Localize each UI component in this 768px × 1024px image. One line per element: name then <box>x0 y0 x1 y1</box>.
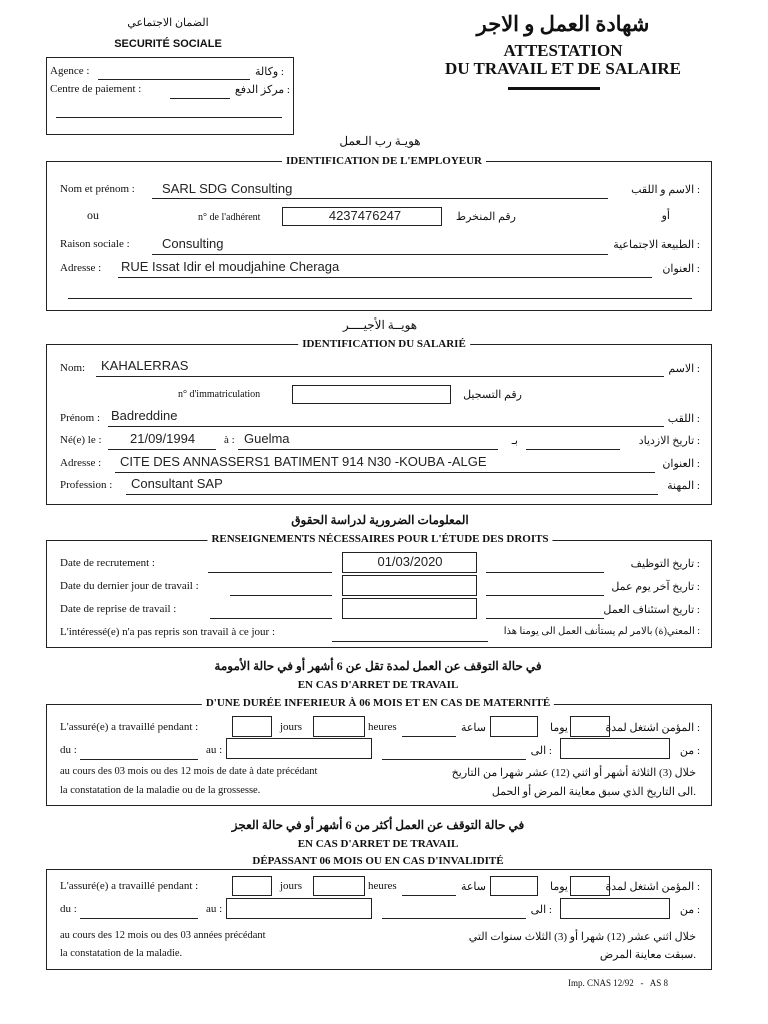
section6-note-fr-1: au cours des 03 mois ou des 12 mois de date à date précédant <box>60 766 318 777</box>
main-title-fr-1: ATTESTATION <box>503 41 623 60</box>
a-line <box>238 449 498 450</box>
employee-nom-line <box>96 376 664 377</box>
employer-adresse-value[interactable]: RUE Issat Idir el moudjahine Cheraga <box>121 259 340 274</box>
adherent-value[interactable]: 4237476247 <box>328 208 402 223</box>
sectioninv-heures-box[interactable] <box>313 876 365 896</box>
employer-nom-line <box>152 198 608 199</box>
employer-ou-fr: ou <box>87 208 99 222</box>
sectioninv-du: du : <box>60 903 77 915</box>
employer-nom-label-ar: : الاسم و اللقب <box>631 184 700 196</box>
reprise-box[interactable] <box>342 598 477 619</box>
employee-title-fr: IDENTIFICATION DU SALARIÉ <box>298 338 470 350</box>
sectioninv-au: au : <box>206 903 223 915</box>
agence-label-ar: : وكالة <box>255 66 284 78</box>
employee-adresse-value[interactable]: CITE DES ANNASSERS1 BATIMENT 914 N30 -KOUBA -ALGE <box>120 454 487 469</box>
sectioninv-note-ar-1: خلال اثني عشر (12) شهرا أو (3) الثلاث سنوات التي <box>468 931 696 943</box>
employee-nom-label-fr: Nom: <box>60 362 86 374</box>
centre-line[interactable] <box>170 98 230 99</box>
section6-note-ar-2: .الى التاريخ الذي سبق معاينة المرض أو الحمل <box>491 786 696 798</box>
sectioninv-heading-fr-1: EN CAS D'ARRET DE TRAVAIL <box>297 838 459 850</box>
title-underline <box>508 87 600 90</box>
sectioninv-saa-box[interactable] <box>490 876 538 896</box>
employer-title-ar: هويـة رب الـعمل <box>339 134 421 148</box>
sectioninv-note-ar-2: .سبقت معاينة المرض <box>599 949 696 961</box>
employee-title-ar: هويــة الأجيــــر <box>342 318 418 332</box>
interesse-label-fr: L'intéressé(e) n'a pas repris son travail à ce jour : <box>60 626 276 638</box>
rights-title-fr: RENSEIGNEMENTS NÉCESSAIRES POUR L'ÉTUDE DES DROITS <box>207 533 552 545</box>
section6-heading-fr-2: D'UNE DURÉE INFERIEUR À 06 MOIS ET EN CAS DE MATERNITÉ <box>202 697 554 709</box>
employer-adresse-line-2[interactable] <box>68 298 692 299</box>
employer-adresse-line <box>118 277 652 278</box>
profession-label-fr: Profession : <box>60 479 113 491</box>
sectioninv-line-1[interactable] <box>402 895 456 896</box>
agence-line[interactable] <box>98 79 250 80</box>
centre-label-fr: Centre de paiement : <box>50 83 142 95</box>
employee-nom-value[interactable]: KAHALERRAS <box>101 358 189 373</box>
section6-au-box[interactable] <box>226 738 372 759</box>
section6-au: au : <box>206 744 223 756</box>
recrut-value[interactable]: 01/03/2020 <box>377 554 443 569</box>
dernier-line-2[interactable] <box>486 595 604 596</box>
b-label-ar: بـ <box>511 435 518 447</box>
ss-title-fr: SECURITÉ SOCIALE <box>114 38 222 50</box>
dernier-label-fr: Date du dernier jour de travail : <box>60 580 199 592</box>
ne-line <box>108 449 216 450</box>
sectioninv-ila: : الى <box>530 904 552 916</box>
employer-title-fr: IDENTIFICATION DE L'EMPLOYEUR <box>282 155 486 167</box>
ne-label-fr: Né(e) le : <box>60 434 102 446</box>
sectioninv-jours: jours <box>280 880 302 892</box>
section6-heading-fr-1: EN CAS D'ARRET DE TRAVAIL <box>297 679 459 691</box>
profession-value[interactable]: Consultant SAP <box>131 476 223 491</box>
employer-nom-label-fr: Nom et prénom : <box>60 183 135 195</box>
sectioninv-du-line[interactable] <box>80 918 198 919</box>
prenom-line <box>108 426 664 427</box>
dernier-label-ar: : تاريخ آخر يوم عمل <box>611 581 700 593</box>
adherent-label-fr: n° de l'adhérent <box>198 212 261 223</box>
recrut-line-2[interactable] <box>486 572 604 573</box>
immat-label-ar: رقم التسجيل <box>463 389 522 401</box>
sectioninv-heading-fr-2: DÉPASSANT 06 MOIS OU EN CAS D'INVALIDITÉ <box>252 855 504 867</box>
section6-ila: : الى <box>530 745 552 757</box>
sectioninv-ila-line[interactable] <box>382 918 526 919</box>
prenom-label-ar: : اللقب <box>667 413 700 425</box>
employer-nom-value[interactable]: SARL SDG Consulting <box>162 181 293 196</box>
agence-label-fr: Agence : <box>50 65 90 77</box>
main-title-fr-2: DU TRAVAIL ET DE SALAIRE <box>445 59 681 78</box>
interesse-line[interactable] <box>332 641 488 642</box>
section6-youm: يوما <box>550 722 568 734</box>
dernier-line-1[interactable] <box>230 595 332 596</box>
rights-title-ar: المعلومات الضرورية لدراسة الحقوق <box>291 513 469 527</box>
raison-value[interactable]: Consulting <box>162 236 224 251</box>
section6-line-1[interactable] <box>402 736 456 737</box>
section6-saa-box[interactable] <box>490 716 538 737</box>
sectioninv-youm-box[interactable] <box>570 876 610 896</box>
reprise-line-1[interactable] <box>210 618 332 619</box>
sectioninv-heading-ar: في حالة التوقف عن العمل أكثر من 6 أشهر أو في حالة العجز <box>231 818 525 832</box>
employee-nom-label-ar: : الاسم <box>668 363 700 375</box>
reprise-line-2[interactable] <box>486 618 604 619</box>
recrut-line-1[interactable] <box>208 572 332 573</box>
sectioninv-min: : من <box>679 904 700 916</box>
sectioninv-min-box[interactable] <box>560 898 670 919</box>
section6-min-box[interactable] <box>560 738 670 759</box>
employer-box <box>46 161 712 311</box>
footer-imp: Imp. CNAS 12/92 - AS 8 <box>568 978 669 988</box>
prenom-value[interactable]: Badreddine <box>111 408 178 423</box>
employer-ou-ar: أو <box>661 210 670 222</box>
sectioninv-note-fr-2: la constatation de la maladie. <box>60 948 183 959</box>
section6-assure-fr: L'assuré(e) a travaillé pendant : <box>60 721 199 733</box>
section6-heures-box[interactable] <box>313 716 365 737</box>
sectioninv-youm: يوما <box>550 881 568 893</box>
employee-adresse-line <box>115 472 655 473</box>
immat-box[interactable] <box>292 385 451 404</box>
sectioninv-saa: ساعة <box>460 881 486 893</box>
section6-jours-box[interactable] <box>232 716 272 737</box>
sectioninv-assure-ar: : المؤمن اشتغل لمدة <box>605 881 700 893</box>
section6-jours: jours <box>280 721 302 733</box>
ne-ar-line[interactable] <box>526 449 620 450</box>
employee-adresse-label-fr: Adresse : <box>60 457 102 469</box>
section6-heures: heures <box>368 721 397 733</box>
sectioninv-heures: heures <box>368 880 397 892</box>
section6-note-fr-2: la constatation de la maladie ou de la grossesse. <box>60 785 261 796</box>
adherent-label-ar: رقم المنخرط <box>455 211 516 223</box>
recrut-label-fr: Date de recrutement : <box>60 557 155 569</box>
ne-value[interactable]: 21/09/1994 <box>130 431 196 446</box>
centre-label-ar: : مركز الدفع <box>234 84 290 96</box>
agence-extra-line[interactable] <box>56 117 282 118</box>
profession-label-ar: : المهنة <box>667 480 700 492</box>
sectioninv-au-box[interactable] <box>226 898 372 919</box>
raison-label-fr: Raison sociale : <box>60 238 130 250</box>
interesse-label-ar: : المعني(ة) بالامر لم يستأنف العمل الى يومنا هذا <box>503 626 700 637</box>
sectioninv-assure-fr: L'assuré(e) a travaillé pendant : <box>60 880 199 892</box>
section6-youm-box[interactable] <box>570 716 610 737</box>
profession-line <box>126 494 658 495</box>
ss-title-ar: الضمان الاجتماعي <box>127 17 209 29</box>
employer-adresse-label-ar: : العنوان <box>662 263 700 275</box>
recrut-label-ar: : تاريخ التوظيف <box>630 558 700 570</box>
ne-label-ar: : تاريخ الازدياد <box>638 435 700 447</box>
employee-adresse-label-ar: : العنوان <box>662 458 700 470</box>
section6-min: : من <box>679 745 700 757</box>
raison-line <box>152 254 608 255</box>
section6-assure-ar: : المؤمن اشتغل لمدة <box>605 722 700 734</box>
a-label-fr: à : <box>224 434 235 446</box>
section6-note-ar-1: خلال (3) الثلاثة أشهر أو اثني (12) عشر شهرا من التاريخ <box>451 767 696 779</box>
a-value[interactable]: Guelma <box>244 431 290 446</box>
section6-du: du : <box>60 744 77 756</box>
dernier-box[interactable] <box>342 575 477 596</box>
sectioninv-jours-box[interactable] <box>232 876 272 896</box>
section6-heading-ar: في حالة التوقف عن العمل لمدة تقل عن 6 أشهر أو في حالة الأمومة <box>214 659 542 673</box>
main-title-ar: شهادة العمل و الاجر <box>476 12 650 36</box>
reprise-label-ar: : تاريخ استئناف العمل <box>603 604 700 616</box>
employer-adresse-label-fr: Adresse : <box>60 262 102 274</box>
prenom-label-fr: Prénom : <box>60 412 101 424</box>
sectioninv-note-fr-1: au cours des 12 mois ou des 03 années précédant <box>60 930 266 941</box>
raison-label-ar: : الطبيعة الاجتماعية <box>613 239 700 251</box>
section6-ila-line[interactable] <box>382 759 526 760</box>
section6-saa: ساعة <box>460 722 486 734</box>
reprise-label-fr: Date de reprise de travail : <box>60 603 177 615</box>
section6-du-line[interactable] <box>80 759 198 760</box>
immat-label-fr: n° d'immatriculation <box>178 389 261 400</box>
